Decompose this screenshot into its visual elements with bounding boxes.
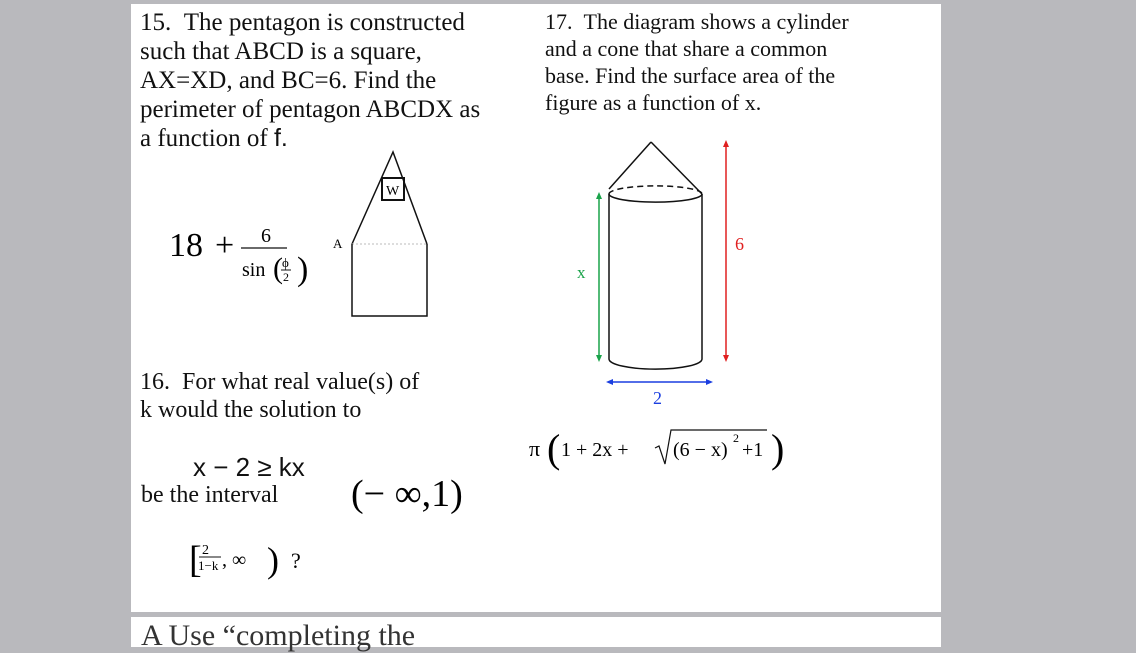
answer-15-plus: + — [215, 227, 235, 264]
answer-15-whole: 18 — [169, 227, 203, 264]
total-height-arrow-bottom — [723, 355, 729, 362]
answer-15-numerator: 6 — [261, 225, 271, 247]
answer-16-inf: , ∞ — [222, 549, 247, 571]
diameter-arrow-left — [606, 379, 613, 385]
problem-17-line-2: and a cone that share a common — [545, 36, 828, 61]
problem-16-line-1: For what real value(s) of — [182, 369, 420, 395]
answer-17-pi: π — [529, 436, 541, 461]
angle-box-label: W — [386, 184, 400, 199]
problem-17-line-3: base. Find the surface area of the — [545, 63, 836, 88]
diameter-arrow-right — [706, 379, 713, 385]
cone-left-edge — [609, 142, 651, 189]
answer-15-rparen: ) — [297, 251, 309, 288]
problem-16-be-interval: be the interval — [141, 482, 279, 508]
answer-17-sup: 2 — [733, 431, 739, 445]
answer-15-lparen: ( — [273, 252, 283, 285]
left-margin — [0, 0, 131, 640]
cylinder-top-front — [609, 194, 702, 202]
problem-15-line-5: a function of — [140, 125, 274, 152]
problem-16-inequality: x − 2 ≥ kx — [193, 452, 305, 482]
problem-16-interval — [351, 462, 491, 522]
problem-15-line-1: The pentagon is constructed — [183, 9, 465, 36]
answer-17-rparen: ) — [771, 426, 785, 471]
problem-16-text — [140, 368, 419, 424]
next-slide-peek — [131, 617, 941, 652]
answer-16-den: 1−k — [198, 558, 219, 573]
height-x-arrow-bottom — [596, 355, 602, 362]
problem-15-text — [140, 8, 480, 153]
problem-15-line-2: such that ABCD is a square, — [140, 38, 422, 65]
problem-15-variable: f. — [273, 124, 288, 152]
answer-17-inner: 1 + 2x + — [561, 439, 629, 461]
label-6: 6 — [735, 234, 744, 254]
answer-17-lparen: ( — [547, 426, 561, 471]
answer-15-angle: ϕ — [282, 255, 289, 270]
problem-16-line-2: k would the solution to — [140, 397, 362, 423]
answer-17 — [529, 420, 799, 476]
problem-17-number: 17. — [545, 9, 573, 34]
problem-15-number: 15. — [140, 9, 172, 36]
problem-16-interval-text: (− ∞,1) — [351, 473, 463, 515]
answer-15-angle-den: 2 — [283, 270, 289, 284]
cylinder-top-back — [609, 186, 702, 194]
problem-17-line-4: figure as a function of x. — [545, 90, 762, 115]
pentagon-diagram — [331, 148, 441, 318]
answer-17-rad-a: (6 − x) — [673, 439, 728, 461]
answer-17-rad-b: +1 — [742, 439, 764, 461]
problem-15-line-3: AX=XD, and BC=6. Find the — [140, 67, 437, 94]
pentagon-square-part — [352, 244, 427, 316]
height-x-arrow-top — [596, 192, 602, 199]
problem-15-line-4: perimeter of pentagon ABCDX as — [140, 96, 481, 123]
answer-15-sin: sin — [242, 259, 266, 281]
next-slide-text: A Use “completing the — [141, 619, 416, 652]
answer-16-question: ? — [291, 548, 301, 573]
label-x: x — [577, 263, 586, 282]
cylinder-bottom — [609, 359, 702, 369]
problem-17-text — [545, 8, 849, 116]
cylinder-cone-diagram — [561, 134, 744, 408]
answer-16-num: 2 — [202, 543, 209, 558]
right-margin — [941, 0, 1136, 640]
answer-16-rparen: ) — [267, 540, 279, 580]
answer-16 — [189, 534, 319, 584]
problem-17-line-1: The diagram shows a cylinder — [583, 9, 849, 34]
answer-16-lbracket: [ — [189, 539, 202, 581]
total-height-arrow-top — [723, 140, 729, 147]
label-2: 2 — [653, 388, 662, 408]
answer-15 — [169, 218, 329, 288]
problem-16-number: 16. — [140, 369, 170, 395]
slide-page — [131, 4, 941, 612]
vertex-label-a: A — [333, 236, 343, 251]
